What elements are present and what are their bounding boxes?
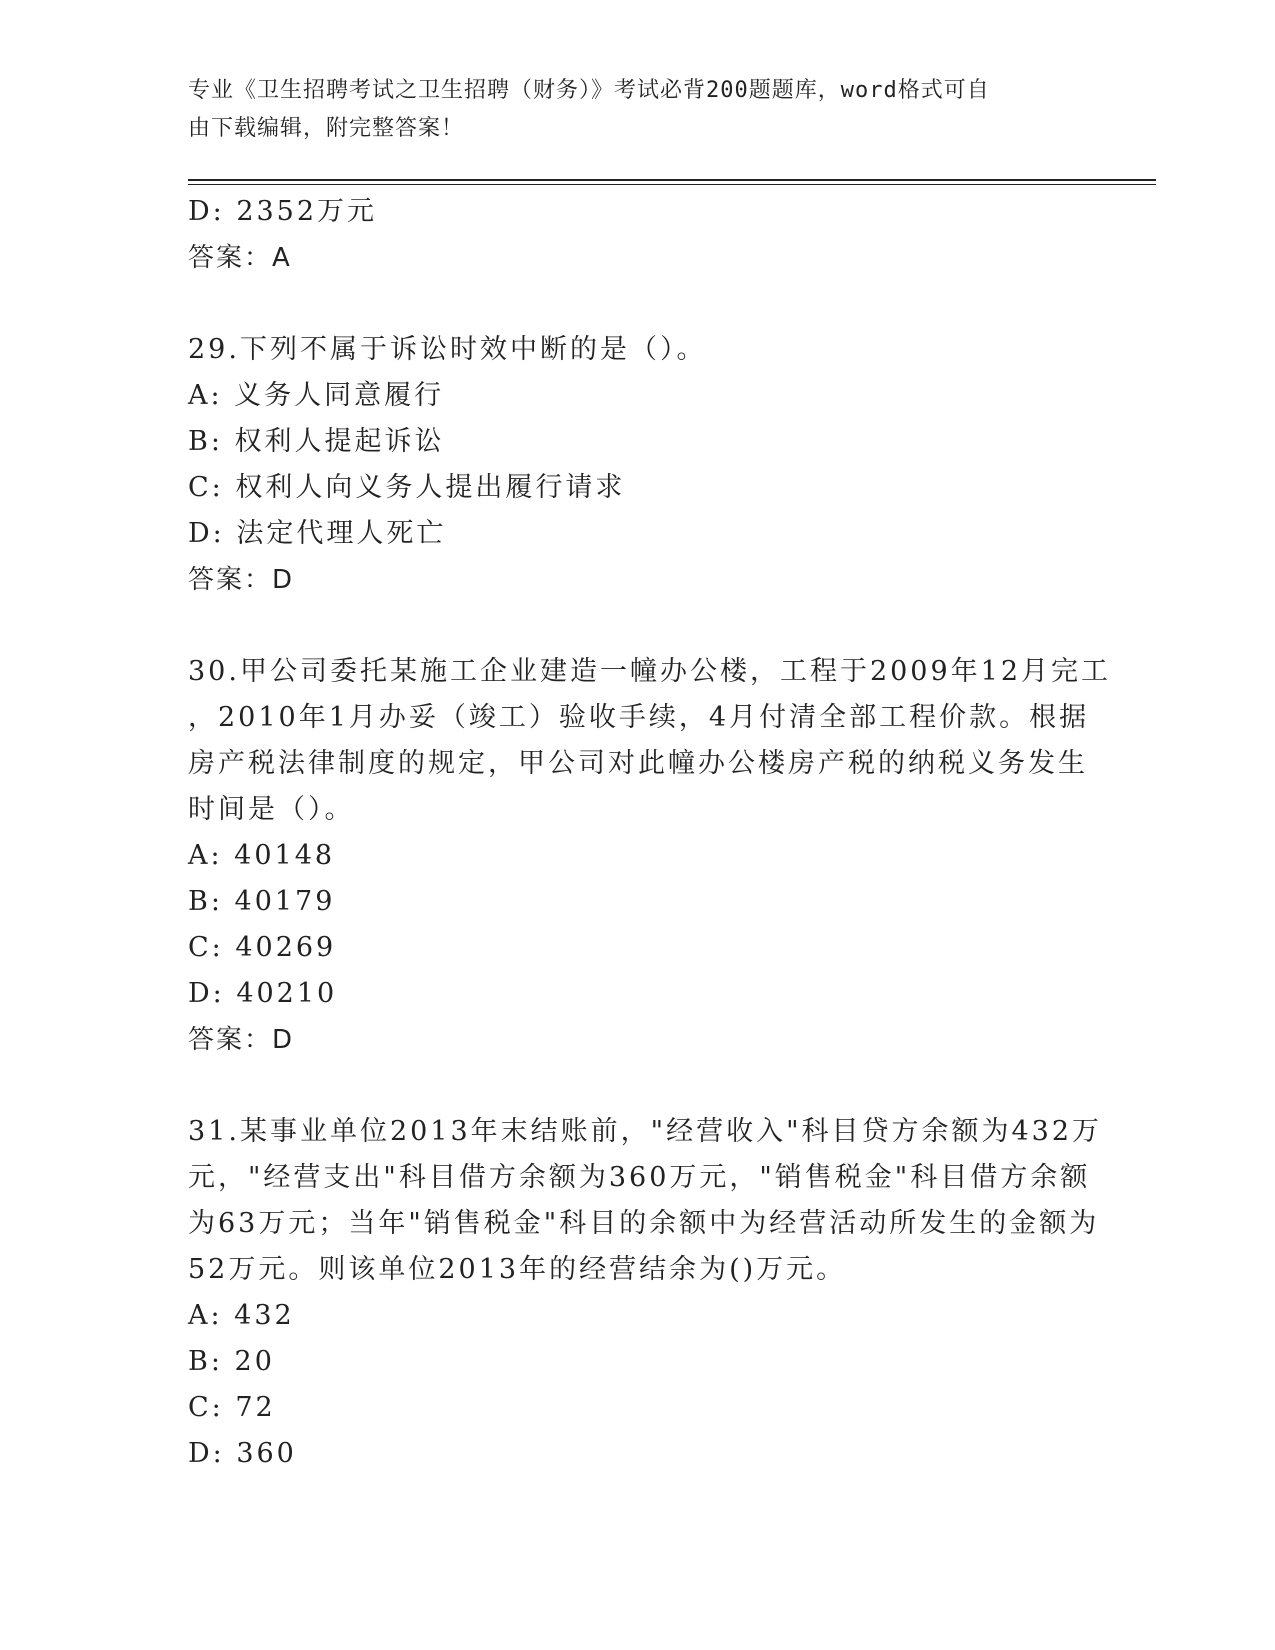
- question-31-text-line: 31.某事业单位2013年末结账前，"经营收入"科目贷方余额为432万: [188, 1116, 1103, 1147]
- question-29-option-a: A: 义务人同意履行: [188, 380, 445, 411]
- question-30-option-a: A: 40148: [188, 840, 336, 871]
- question-30-option-d: D: 40210: [188, 978, 338, 1009]
- spacer: [188, 603, 1088, 649]
- question-30-text-line: ，2010年1月办妥（竣工）验收手续，4月付清全部工程价款。根据: [188, 702, 1090, 733]
- question-31-text-line: 元，"经营支出"科目借方余额为360万元，"销售税金"科目借方余额: [188, 1162, 1091, 1193]
- question-30-answer: 答案：D: [188, 1025, 295, 1055]
- question-31-option-c: C: 72: [188, 1392, 276, 1423]
- question-29-answer: 答案：D: [188, 565, 295, 595]
- question-30-text-line: 时间是（）。: [188, 794, 355, 825]
- question-31-option-b: B: 20: [188, 1346, 275, 1377]
- question-29-option-d: D: 法定代理人死亡: [188, 518, 447, 549]
- prev-question: [188, 189, 1088, 281]
- question-31-text-line: 为63万元；当年"销售税金"科目的余额中为经营活动所发生的金额为: [188, 1208, 1100, 1239]
- question-31-text: [188, 1109, 1103, 1293]
- document-header: [188, 72, 1068, 148]
- question-30-text-line: 30.甲公司委托某施工企业建造一幢办公楼，工程于2009年12月完工: [188, 656, 1112, 687]
- prev-answer: 答案：A: [188, 243, 292, 273]
- question-30-option-c: C: 40269: [188, 932, 337, 963]
- spacer: [188, 1063, 1088, 1109]
- question-30-text: [188, 649, 1112, 833]
- question-30-option-b: B: 40179: [188, 886, 336, 917]
- header-line-2: 由下载编辑，附完整答案！: [188, 116, 465, 141]
- spacer: [188, 281, 1088, 327]
- question-31-text-line: 52万元。则该单位2013年的经营结余为()万元。: [188, 1254, 847, 1285]
- question-29: [188, 327, 1088, 603]
- question-29-text: 29.下列不属于诉讼时效中断的是（）。: [188, 334, 707, 365]
- question-29-option-b: B: 权利人提起诉讼: [188, 426, 445, 457]
- question-30-text-line: 房产税法律制度的规定，甲公司对此幢办公楼房产税的纳税义务发生: [188, 748, 1088, 779]
- prev-option-d: D: 2352万元: [188, 196, 378, 227]
- header-line-1: 专业《卫生招聘考试之卫生招聘（财务）》考试必背200题题库，word格式可自: [188, 78, 990, 103]
- header-divider-thin: [188, 184, 1156, 185]
- header-divider-thick: [188, 179, 1156, 181]
- question-31-option-a: A: 432: [188, 1300, 295, 1331]
- question-31: [188, 1109, 1103, 1477]
- question-29-option-c: C: 权利人向义务人提出履行请求: [188, 472, 626, 503]
- document-body: [188, 189, 1112, 1477]
- question-31-option-d: D: 360: [188, 1438, 297, 1469]
- question-30: [188, 649, 1112, 1063]
